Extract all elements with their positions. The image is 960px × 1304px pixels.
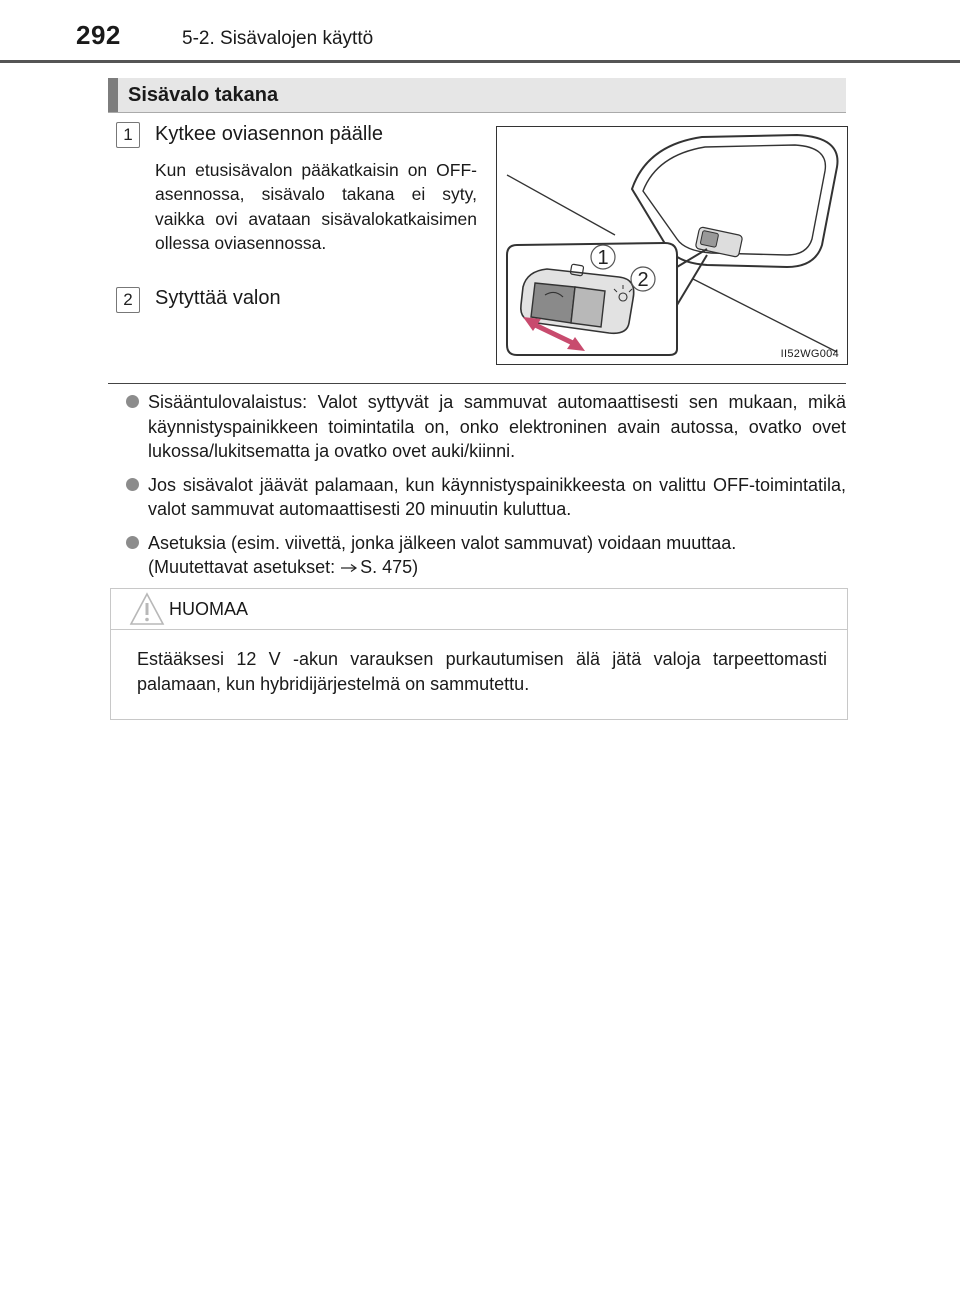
- notice-text: Estääksesi 12 V -akun varauksen purkautumisen älä jätä valoja tarpeettomasti palamaan, kun hybridijärjestelmä on sammutettu.: [137, 649, 827, 694]
- settings-ref-prefix: (Muutettavat asetukset:: [148, 557, 341, 577]
- note-text: Jos sisävalot jäävät palamaan, kun käynnistyspainikkeesta on valittu OFF-toimintatila, valot sammuvat automaattisesti 20 minuutin kuluttua.: [148, 474, 846, 519]
- section-divider: [108, 383, 846, 384]
- section-heading: [108, 78, 846, 113]
- callout-1-label: 1: [597, 247, 609, 269]
- note-item-auto-off: [126, 473, 846, 522]
- rear-light-illustration: [496, 126, 848, 365]
- bullet-dot-icon: [126, 478, 139, 491]
- section-heading-bar: [108, 78, 118, 112]
- bullet-dot-icon: [126, 536, 139, 549]
- warning-triangle-icon: [129, 592, 165, 631]
- lamp-switch-small-key: [700, 230, 719, 247]
- settings-ref-page[interactable]: S. 475): [360, 557, 419, 577]
- switch-on-key: [571, 287, 605, 327]
- callout-2-label: 2: [637, 269, 649, 291]
- item-number-badge-2: 2: [116, 287, 140, 313]
- rear-light-drawing: [497, 127, 847, 364]
- notice-header: [111, 589, 847, 630]
- reference-arrow-icon: [340, 555, 360, 580]
- switch-door-key: [531, 283, 575, 323]
- section-title: Sisävalo takana: [128, 84, 279, 106]
- notes-list: [126, 390, 846, 589]
- ceiling-line-right: [693, 279, 837, 352]
- note-text: Asetuksia (esim. viivettä, jonka jälkeen valot sammuvat) voidaan muuttaa.: [148, 532, 737, 553]
- item-title-2: Sytyttää valon: [155, 287, 281, 309]
- item-title-1: Kytkee oviasennon päälle: [155, 123, 383, 145]
- notice-label: HUOMAA: [169, 599, 249, 619]
- note-text: Sisääntulovalaistus: Valot syttyvät ja sammuvat automaattisesti sen mukaan, mikä käynnistyspainikkeen toimintatila on, onko elektroninen avain autossa, ovatko ovet lukossa/lukitsematta ja ovatko ovet auki/kiinni.: [148, 392, 846, 461]
- page-number: 292: [76, 20, 121, 50]
- note-item-entry-lighting: [126, 390, 846, 464]
- note-item-settings: [126, 531, 846, 580]
- item-number-badge-1: 1: [116, 122, 140, 148]
- chapter-title: 5-2. Sisävalojen käyttö: [182, 28, 374, 49]
- ceiling-line-left: [507, 175, 615, 235]
- notice-box: [110, 588, 848, 720]
- item-description-1: Kun etusisävalon pääkatkaisin on OFF-asennossa, sisävalo takana ei syty, vaikka ovi avataan sisävalokatkaisimen ollessa oviasennossa.: [155, 160, 477, 254]
- figure-code: II52WG004: [780, 348, 839, 360]
- bullet-dot-icon: [126, 395, 139, 408]
- header-rule: [0, 60, 960, 63]
